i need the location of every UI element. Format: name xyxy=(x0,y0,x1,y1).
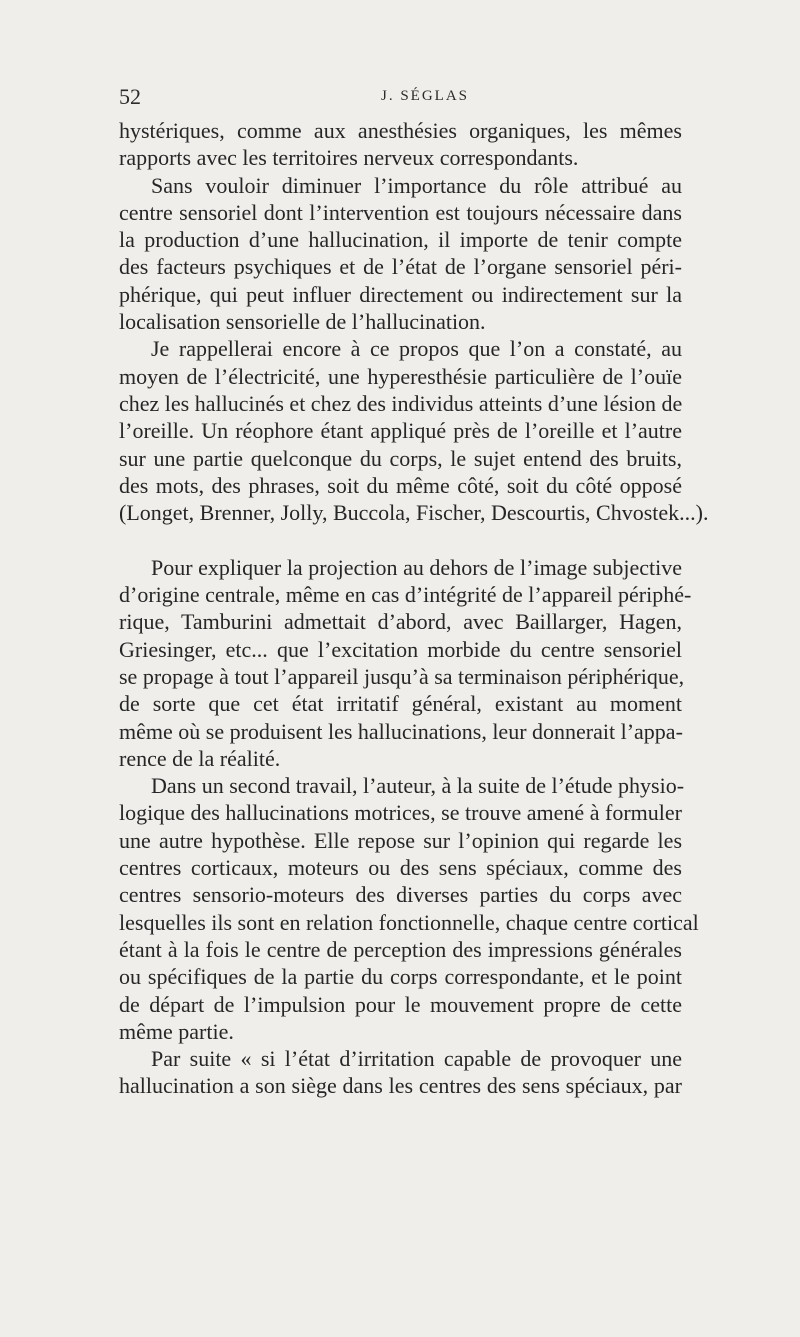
text-line: rapports avec les territoires nerveux correspondants. xyxy=(119,145,579,171)
text-line: hallucination a son siège dans les centres des sens spéciaux, par xyxy=(119,1073,682,1099)
text-line: ou spécifiques de la partie du corps correspondante, et le point xyxy=(119,964,682,990)
text-line: (Longet, Brenner, Jolly, Buccola, Fischer, Descourtis, Chvostek...). xyxy=(119,500,709,526)
text-line: la production d’une hallucination, il importe de tenir compte xyxy=(119,227,682,253)
text-line: une autre hypothèse. Elle repose sur l’opinion qui regarde les xyxy=(119,827,682,853)
paragraph xyxy=(119,335,709,526)
text-line: lesquelles ils sont en relation fonctionnelle, chaque centre cortical xyxy=(119,909,699,935)
text-line: Sans vouloir diminuer l’importance du rôle attribué au xyxy=(151,172,682,198)
paragraph xyxy=(119,172,682,336)
paragraph-spacer xyxy=(119,526,682,553)
text-line: Dans un second travail, l’auteur, à la suite de l’étude physio- xyxy=(151,773,685,799)
text-line: des mots, des phrases, soit du même côté, soit du côté opposé xyxy=(119,472,682,498)
text-line: Par suite « si l’état d’irritation capable de provoquer une xyxy=(151,1046,682,1072)
text-line: centres sensorio-moteurs des diverses parties du corps avec xyxy=(119,882,682,908)
paragraph xyxy=(119,772,699,1045)
text-line: rique, Tamburini admettait d’abord, avec Baillarger, Hagen, xyxy=(119,609,682,635)
text-line: étant à la fois le centre de perception des impressions générales xyxy=(119,936,682,962)
text-line: localisation sensorielle de l’hallucination. xyxy=(119,309,486,335)
paragraph xyxy=(119,1045,682,1100)
text-line: même où se produisent les hallucinations, leur donnerait l’appa- xyxy=(119,718,683,744)
running-head: J. SÉGLAS xyxy=(381,88,470,104)
page-number: 52 xyxy=(119,84,141,109)
text-line: chez les hallucinés et chez des individus atteints d’une lésion de xyxy=(119,390,683,416)
text-line: rence de la réalité. xyxy=(119,745,281,771)
text-line: centre sensoriel dont l’intervention est toujours nécessaire dans xyxy=(119,199,682,225)
body-text xyxy=(119,117,709,1100)
text-line: se propage à tout l’appareil jusqu’à sa terminaison périphérique, xyxy=(119,663,685,689)
text-line: logique des hallucinations motrices, se trouve amené à formuler xyxy=(119,800,682,826)
text-line: des facteurs psychiques et de l’état de l’organe sensoriel péri- xyxy=(119,254,682,280)
text-line: sur une partie quelconque du corps, le sujet entend des bruits, xyxy=(119,445,682,471)
text-line: hystériques, comme aux anesthésies organiques, les mêmes xyxy=(119,118,682,143)
text-line: de départ de l’impulsion pour le mouvement propre de cette xyxy=(119,991,682,1017)
text-line: même partie. xyxy=(119,1018,234,1044)
text-line: Griesinger, etc... que l’excitation morbide du centre sensoriel xyxy=(119,636,682,662)
text-line: de sorte que cet état irritatif général, existant au moment xyxy=(119,691,682,717)
page-header xyxy=(119,84,682,110)
paragraph xyxy=(119,554,692,772)
text-line: Je rappellerai encore à ce propos que l’on a constaté, au xyxy=(151,336,682,362)
text-line: l’oreille. Un réophore étant appliqué près de l’oreille et l’autre xyxy=(119,418,682,444)
text-line: Pour expliquer la projection au dehors de l’image subjective xyxy=(151,554,682,580)
paragraph xyxy=(119,117,682,172)
text-line: centres corticaux, moteurs ou des sens spéciaux, comme des xyxy=(119,855,682,881)
text-line: moyen de l’électricité, une hyperesthésie particulière de l’ouïe xyxy=(119,363,682,389)
text-line: d’origine centrale, même en cas d’intégrité de l’appareil périphé- xyxy=(119,582,692,608)
text-line: phérique, qui peut influer directement ou indirectement sur la xyxy=(119,281,682,307)
